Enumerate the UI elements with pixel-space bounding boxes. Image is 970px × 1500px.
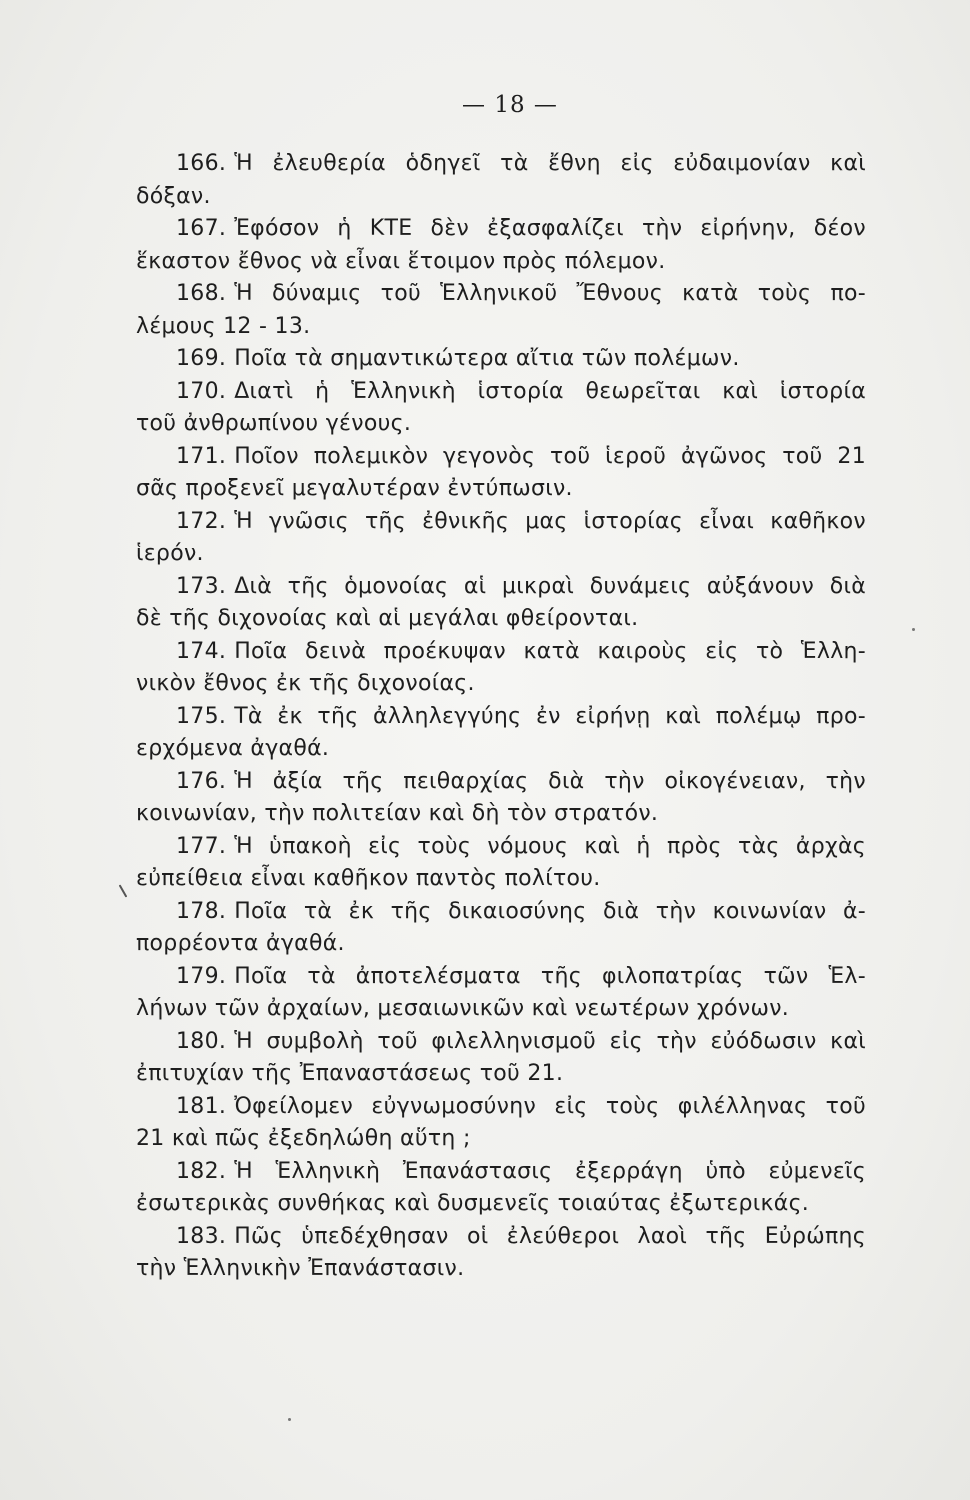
question-text-line xyxy=(136,246,866,279)
question-text-line xyxy=(136,668,866,701)
question-text-line xyxy=(136,181,866,214)
question-text-line xyxy=(136,1058,866,1091)
question-text: Ἡ ἐλευθερία ὁδηγεῖ τὰ ἔθνη εἰς εὐδαιμονίαν καὶ xyxy=(234,151,866,176)
question-text-line xyxy=(136,278,866,311)
question-text-line xyxy=(136,863,866,896)
question-text-line xyxy=(136,343,866,376)
question-number: 170. xyxy=(176,378,227,404)
question-item xyxy=(136,636,866,701)
question-item xyxy=(136,831,866,896)
question-text: Ποῖα τὰ σημαντικώτερα αἴτια τῶν πολέμων. xyxy=(234,346,740,371)
question-item xyxy=(136,896,866,961)
question-text: ἕκαστον ἔθνος νὰ εἶναι ἕτοιμον πρὸς πόλεμον. xyxy=(136,248,666,274)
question-text-line xyxy=(136,798,866,831)
question-text: Πῶς ὑπεδέχθησαν οἱ ἐλεύθεροι λαοὶ τῆς Εὐρώπης xyxy=(234,1223,866,1249)
question-text: σᾶς προξενεῖ μεγαλυτέραν ἐντύπωσιν. xyxy=(136,476,573,501)
question-number: 169. xyxy=(176,346,227,371)
paper-speck xyxy=(288,1418,291,1421)
question-text-line xyxy=(136,376,866,409)
question-item xyxy=(136,278,866,343)
question-item xyxy=(136,1221,866,1286)
question-number: 175. xyxy=(176,703,227,729)
question-item xyxy=(136,213,866,278)
question-number: 168. xyxy=(176,281,227,306)
question-text-line xyxy=(136,603,866,636)
question-text: Ἡ Ἑλληνικὴ Ἐπανάστασις ἐξερράγη ὑπὸ εὐμενεῖς xyxy=(234,1158,866,1184)
question-number: 183. xyxy=(176,1223,227,1249)
question-item xyxy=(136,441,866,506)
question-text-line xyxy=(136,636,866,669)
question-number: 172. xyxy=(176,508,227,534)
question-text: Ἡ ἀξία τῆς πειθαρχίας διὰ τὴν οἰκογένειαν, τὴν xyxy=(234,768,866,794)
question-text: Ἡ δύναμις τοῦ Ἑλληνικοῦ Ἔθνους κατὰ τοὺς πο- xyxy=(234,281,866,306)
question-item xyxy=(136,701,866,766)
question-text: λήνων τῶν ἀρχαίων, μεσαιωνικῶν καὶ νεωτέρων χρόνων. xyxy=(136,996,790,1021)
question-number: 178. xyxy=(176,898,227,924)
question-item xyxy=(136,343,866,376)
question-number: 173. xyxy=(176,573,227,599)
question-text: δόξαν. xyxy=(136,183,211,209)
question-item xyxy=(136,148,866,213)
paper-speck xyxy=(912,628,915,631)
question-number: 182. xyxy=(176,1158,227,1184)
question-text-line xyxy=(136,766,866,799)
question-text: δὲ τῆς διχονοίας καὶ αἱ μεγάλαι φθείρονται. xyxy=(136,606,639,631)
question-number: 166. xyxy=(176,151,227,176)
question-text-line xyxy=(136,1156,866,1189)
question-text: ἐσωτερικὰς συνθήκας καὶ δυσμενεῖς τοιαύτας ἐξωτερικάς. xyxy=(136,1191,810,1216)
question-number: 179. xyxy=(176,963,227,989)
question-item xyxy=(136,376,866,441)
question-text-line xyxy=(136,733,866,766)
question-text-line xyxy=(136,311,866,344)
question-text-line xyxy=(136,896,866,929)
question-text-line xyxy=(136,506,866,539)
question-text: Ἡ γνῶσις τῆς ἐθνικῆς μας ἱστορίας εἶναι καθῆκον xyxy=(234,508,866,534)
question-text-line xyxy=(136,1253,866,1286)
question-text-line xyxy=(136,701,866,734)
question-list xyxy=(136,148,866,1286)
question-text: πορρέοντα ἀγαθά. xyxy=(136,931,345,956)
question-number: 180. xyxy=(176,1028,227,1054)
question-item xyxy=(136,1156,866,1221)
question-text: Ἡ συμβολὴ τοῦ φιλελληνισμοῦ εἰς τὴν εὐόδωσιν καὶ xyxy=(234,1028,866,1054)
question-text-line xyxy=(136,1123,866,1156)
question-text: κοινωνίαν, τὴν πολιτείαν καὶ δὴ τὸν στρατόν. xyxy=(136,801,659,826)
question-text: Ποῖα δεινὰ προέκυψαν κατὰ καιροὺς εἰς τὸ Ἑλλη- xyxy=(234,638,866,664)
question-text-line xyxy=(136,1188,866,1221)
page-number: — 18 — xyxy=(462,92,558,118)
question-text-line xyxy=(136,1221,866,1254)
question-number: 171. xyxy=(176,443,227,469)
question-text: ἐπιτυχίαν τῆς Ἐπαναστάσεως τοῦ 21. xyxy=(136,1061,564,1086)
question-text-line xyxy=(136,928,866,961)
question-text: Τὰ ἐκ τῆς ἀλληλεγγύης ἐν εἰρήνῃ καὶ πολέμῳ προ- xyxy=(234,703,866,729)
question-text: νικὸν ἔθνος ἐκ τῆς διχονοίας. xyxy=(136,671,475,696)
question-text: Ποῖα τὰ ἐκ τῆς δικαιοσύνης διὰ τὴν κοινωνίαν ἀ- xyxy=(234,898,866,924)
question-text: ερχόμενα ἀγαθά. xyxy=(136,736,330,761)
question-item xyxy=(136,506,866,571)
question-text: Ἡ ὑπακοὴ εἰς τοὺς νόμους καὶ ἡ πρὸς τὰς ἀρχὰς xyxy=(234,833,866,859)
question-item xyxy=(136,1026,866,1091)
paper-speck xyxy=(119,884,128,897)
question-text: Διατὶ ἡ Ἑλληνικὴ ἱστορία θεωρεῖται καὶ ἱστορία xyxy=(234,378,866,404)
question-text-line xyxy=(136,538,866,571)
question-number: 174. xyxy=(176,638,227,664)
question-text-line xyxy=(136,1026,866,1059)
question-text: Ἐφόσον ἡ ΚΤΕ δὲν ἐξασφαλίζει τὴν εἰρήνην, δέον xyxy=(234,216,866,241)
question-text: τοῦ ἀνθρωπίνου γένους. xyxy=(136,411,412,436)
question-text: 21 καὶ πῶς ἐξεδηλώθη αὕτη ; xyxy=(136,1126,471,1151)
question-text-line xyxy=(136,213,866,246)
question-number: 167. xyxy=(176,216,227,241)
question-text: εὐπείθεια εἶναι καθῆκον παντὸς πολίτου. xyxy=(136,866,601,891)
question-item xyxy=(136,571,866,636)
question-number: 181. xyxy=(176,1093,227,1119)
question-text-line xyxy=(136,473,866,506)
question-text: Ποῖον πολεμικὸν γεγονὸς τοῦ ἱεροῦ ἀγῶνος τοῦ 21 xyxy=(234,443,866,469)
question-text-line xyxy=(136,1091,866,1124)
question-text-line xyxy=(136,148,866,181)
question-text-line xyxy=(136,993,866,1026)
question-text-line xyxy=(136,961,866,994)
question-number: 176. xyxy=(176,768,227,794)
question-item xyxy=(136,1091,866,1156)
question-text: Ποῖα τὰ ἀποτελέσματα τῆς φιλοπατρίας τῶν Ἑλ- xyxy=(234,963,866,989)
question-text: λέμους 12 - 13. xyxy=(136,313,311,339)
question-text-line xyxy=(136,441,866,474)
question-text-line xyxy=(136,831,866,864)
question-text: ἱερόν. xyxy=(136,541,204,566)
question-text: τὴν Ἑλληνικὴν Ἐπανάστασιν. xyxy=(136,1256,465,1281)
question-number: 177. xyxy=(176,833,227,859)
question-text: Διὰ τῆς ὁμονοίας αἱ μικραὶ δυνάμεις αὐξάνουν διὰ xyxy=(234,573,866,599)
question-item xyxy=(136,961,866,1026)
question-text: Ὀφείλομεν εὐγνωμοσύνην εἰς τοὺς φιλέλληνας τοῦ xyxy=(234,1093,866,1119)
question-text-line xyxy=(136,571,866,604)
question-text-line xyxy=(136,408,866,441)
question-item xyxy=(136,766,866,831)
